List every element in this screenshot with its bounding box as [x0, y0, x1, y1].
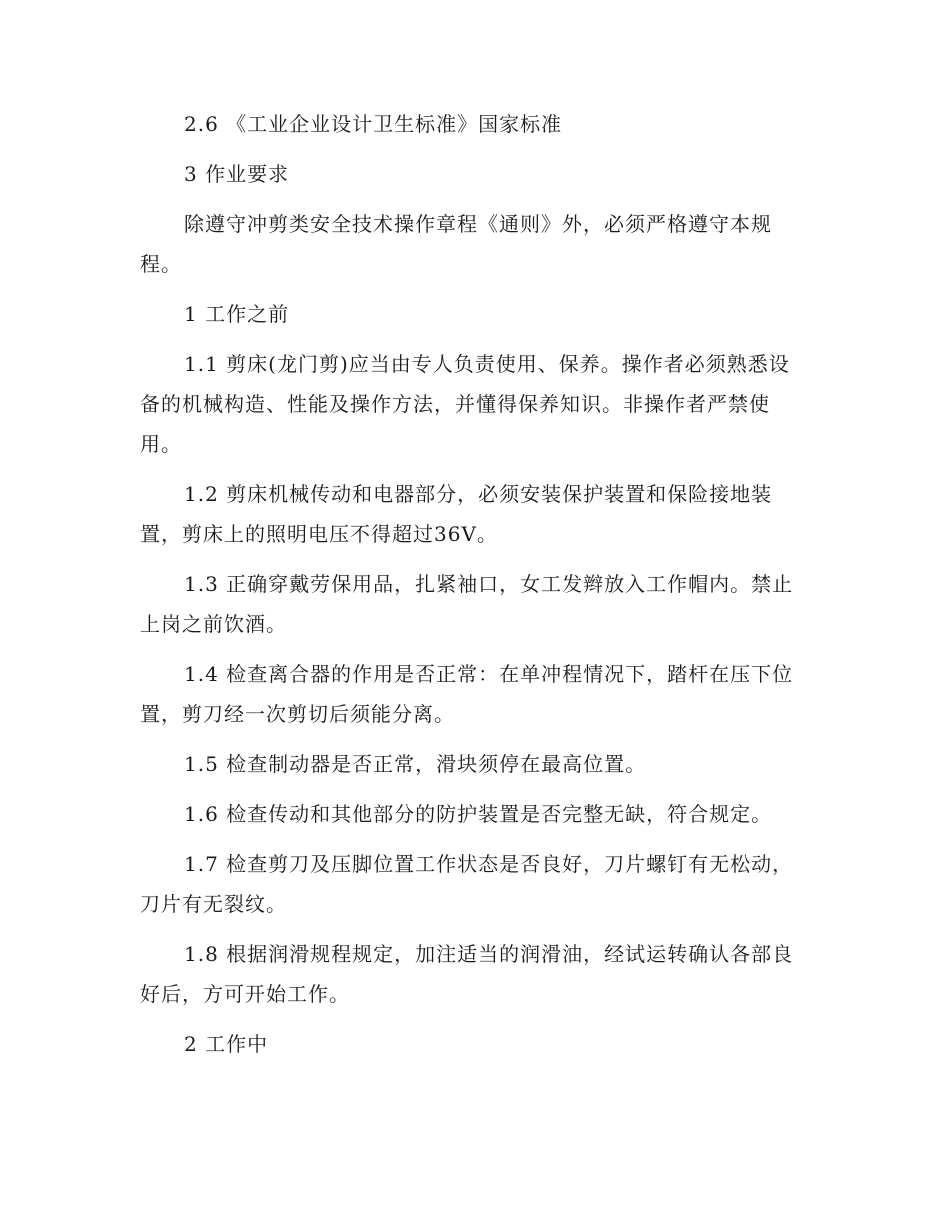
paragraph-item-1-1: 1.1 剪床(龙门剪)应当由专人负责使用、保养。操作者必须熟悉设备的机械构造、性能及操作方法，并懂得保养知识。非操作者严禁使用。	[140, 352, 790, 456]
heading-before-work: 1 工作之前	[184, 302, 290, 326]
paragraph-general-rule: 除遵守冲剪类安全技术操作章程《通则》外，必须严格遵守本规程。	[140, 212, 772, 276]
paragraph-item-1-4: 1.4 检查离合器的作用是否正常：在单冲程情况下，踏杆在压下位置，剪刀经一次剪切后须能分离。	[140, 662, 794, 726]
paragraph-item-1-5: 1.5 检查制动器是否正常，滑块须停在最高位置。	[184, 752, 647, 776]
paragraph-item-1-8: 1.8 根据润滑规程规定，加注适当的润滑油，经试运转确认各部良好后，方可开始工作。	[140, 942, 794, 1006]
paragraph-standard-2-6: 2.6 《工业企业设计卫生标准》国家标准	[184, 112, 563, 136]
paragraph-item-1-2: 1.2 剪床机械传动和电器部分，必须安装保护装置和保险接地装置，剪床上的照明电压不得超过36V。	[140, 482, 773, 546]
paragraph-item-1-7: 1.7 检查剪刀及压脚位置工作状态是否良好，刀片螺钉有无松动，刀片有无裂纹。	[140, 852, 794, 916]
heading-during-work: 2 工作中	[184, 1032, 269, 1056]
document-body	[140, 104, 805, 1064]
paragraph-item-1-6: 1.6 检查传动和其他部分的防护装置是否完整无缺，符合规定。	[184, 802, 773, 826]
paragraph-item-1-3: 1.3 正确穿戴劳保用品，扎紧袖口，女工发辫放入工作帽内。禁止上岗之前饮酒。	[140, 572, 794, 636]
heading-work-requirements: 3 作业要求	[184, 162, 290, 186]
